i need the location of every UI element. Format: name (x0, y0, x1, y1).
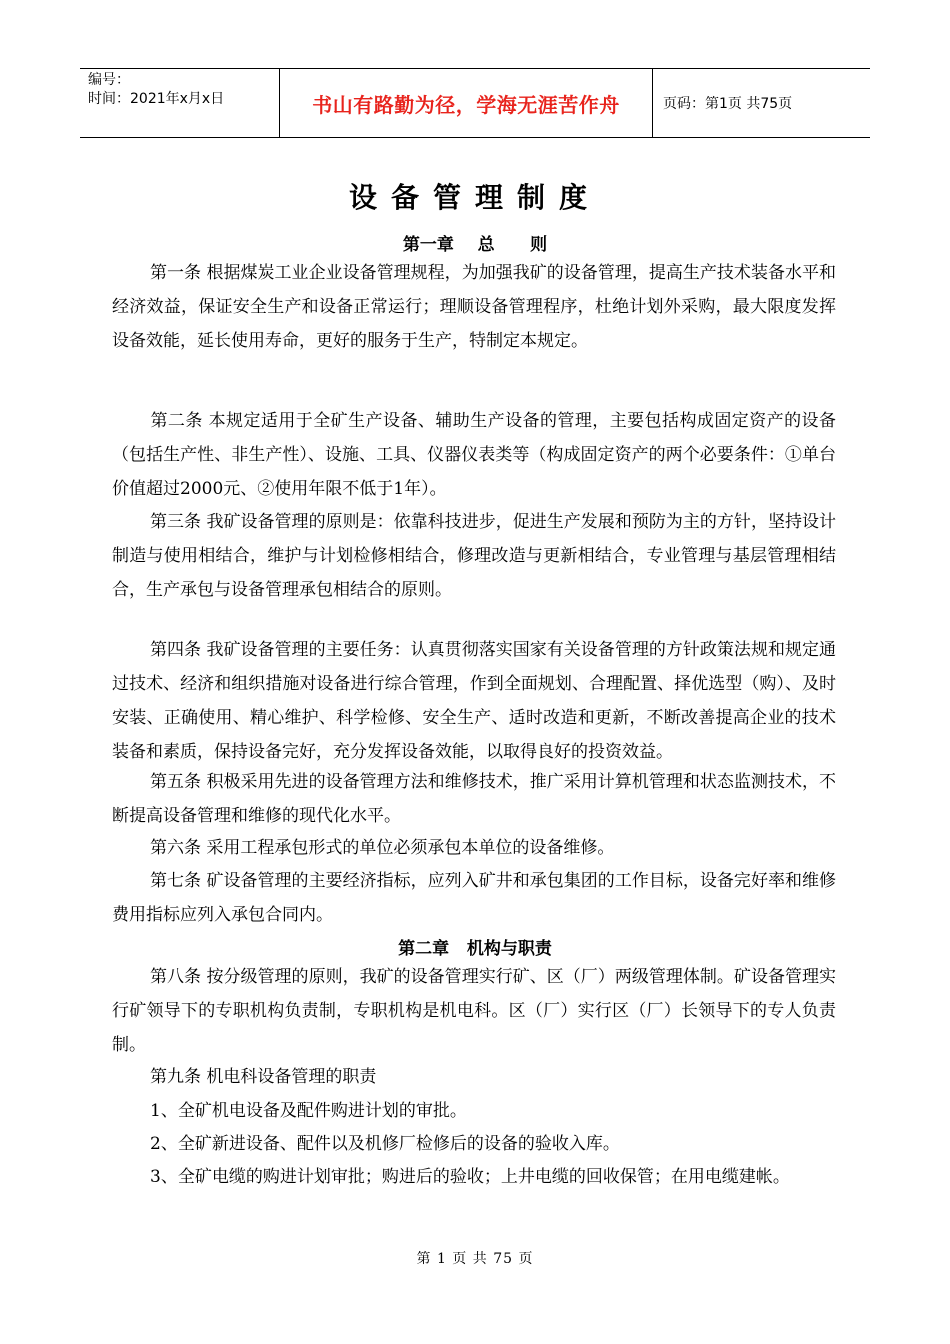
list-item-3 (112, 1160, 836, 1194)
article-4-text: 第四条 我矿设备管理的主要任务：认真贯彻落实国家有关设备管理的方针政策法规和规定通过技术、经济和组织措施对设备进行综合管理，作到全面规划、合理配置、择优选型（购）、及时安装、正确使用、精心维护、科学检修、安全生产、适时改造和更新，不断改善提高企业的技术装备和素质，保持设备完好，充分发挥设备效能，以取得良好的投资效益。 (112, 640, 836, 762)
header-meta (80, 69, 280, 137)
article-5-text: 第五条 积极采用先进的设备管理方法和维修技术，推广采用计算机管理和状态监测技术，不断提高设备管理和维修的现代化水平。 (112, 772, 836, 826)
article-7-text: 第七条 矿设备管理的主要经济指标，应列入矿井和承包集团的工作目标，设备完好率和维修费用指标应列入承包合同内。 (112, 871, 836, 925)
page-header (80, 68, 870, 138)
list-item-2-text: 2、全矿新进设备、配件以及机修厂检修后的设备的验收入库。 (150, 1134, 620, 1154)
article-9-text: 第九条 机电科设备管理的职责 (150, 1067, 377, 1087)
list-item-1-text: 1、全矿机电设备及配件购进计划的审批。 (150, 1101, 467, 1121)
article-6-text: 第六条 采用工程承包形式的单位必须承包本单位的设备维修。 (150, 838, 615, 858)
article-8-text: 第八条 按分级管理的原则，我矿的设备管理实行矿、区（厂）两级管理体制。矿设备管理实行矿领导下的专职机构负责制，专职机构是机电科。区（厂）实行区（厂）长领导下的专人负责制。 (112, 967, 836, 1055)
header-page-info: 页码：第1页 共75页 (663, 96, 793, 112)
chapter-1-heading: 第一章 总 则 (402, 235, 548, 255)
document-title: 设备管理制度 (348, 181, 601, 214)
article-2-text: 第二条 本规定适用于全矿生产设备、辅助生产设备的管理，主要包括构成固定资产的设备（包括生产性、非生产性）、设施、工具、仪器仪表类等（构成固定资产的两个必要条件：①单台价值超过2000元、②使用年限不低于1年）。 (112, 411, 836, 499)
article-1-text: 第一条 根据煤炭工业企业设备管理规程，为加强我矿的设备管理，提高生产技术装备水平和经济效益，保证安全生产和设备正常运行；理顺设备管理程序，杜绝计划外采购，最大限度发挥设备效能，延长使用寿命，更好的服务于生产，特制定本规定。 (112, 263, 836, 351)
article-8 (112, 960, 836, 1062)
article-5 (112, 765, 836, 833)
time-label: 时间：2021年x月x日 (88, 91, 225, 107)
list-item-2 (112, 1127, 836, 1161)
article-3 (112, 505, 836, 607)
article-2 (112, 404, 836, 506)
article-1 (112, 256, 836, 358)
code-label: 编号： (88, 72, 130, 88)
article-9 (112, 1060, 836, 1094)
article-4 (112, 633, 836, 769)
article-3-text: 第三条 我矿设备管理的原则是：依靠科技进步，促进生产发展和预防为主的方针，坚持设计制造与使用相结合，维护与计划检修相结合，修理改造与更新相结合，专业管理与基层管理相结合，生产承包与设备管理承包相结合的原则。 (112, 512, 836, 600)
header-motto: 书山有路勤为径，学海无涯苦作舟 (280, 69, 653, 137)
list-item-1 (112, 1094, 836, 1128)
article-7 (112, 864, 836, 932)
list-item-3-text: 3、全矿电缆的购进计划审批；购进后的验收；上井电缆的回收保管；在用电缆建帐。 (150, 1167, 790, 1187)
article-6 (112, 831, 836, 865)
chapter-2-heading: 第二章 机构与职责 (398, 939, 552, 959)
page-footer: 第 1 页 共 75 页 (416, 1251, 534, 1267)
